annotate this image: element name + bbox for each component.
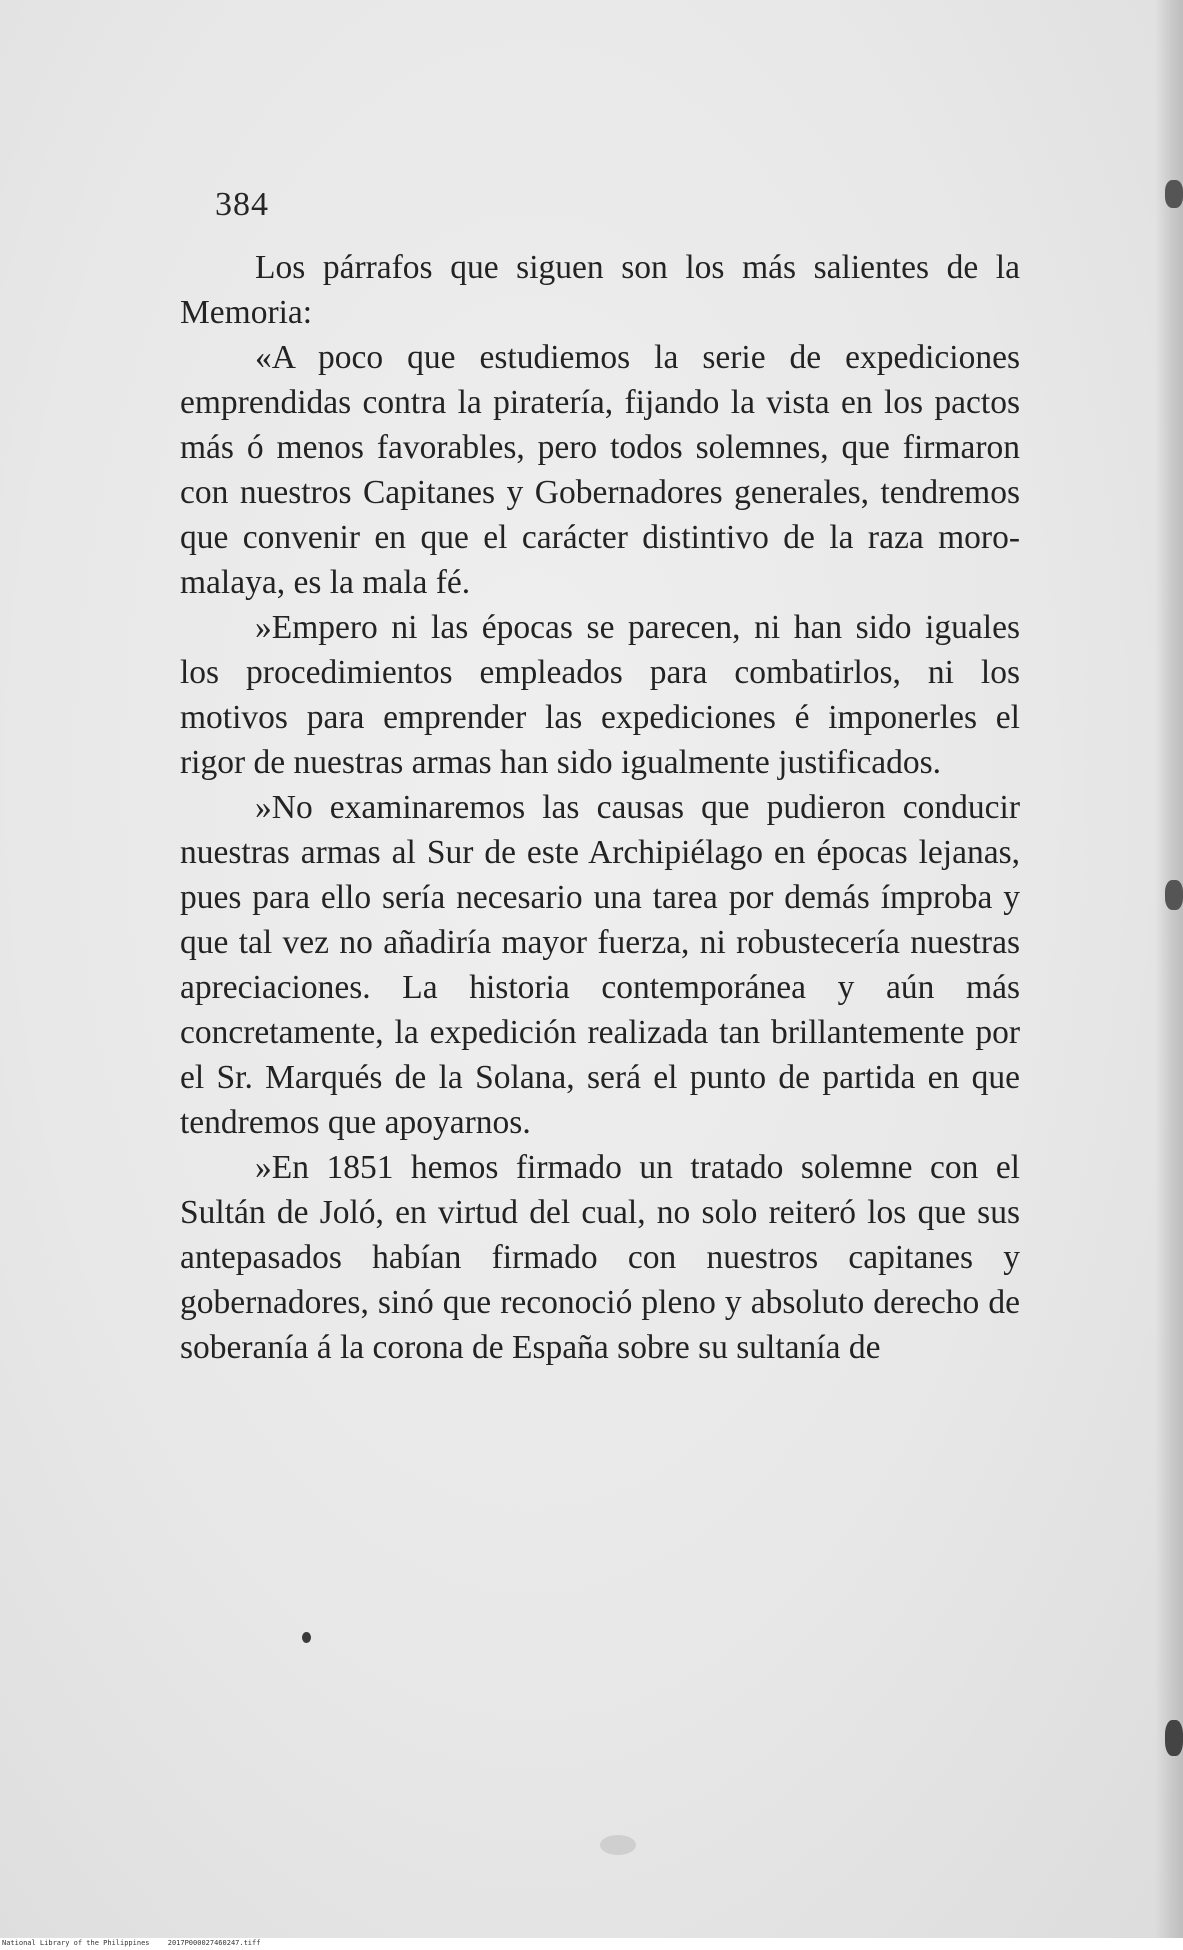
paragraph-intro: Los párrafos que siguen son los más salientes de la Memoria: (180, 249, 1020, 331)
page-edge-shadow (1155, 0, 1183, 1938)
footer-file: 2017P000027460247.tiff (167, 1939, 261, 1947)
footer-library: National Library of the Philippines (2, 1939, 150, 1947)
paragraph-quote-3: »No examinaremos las causas que pudieron conducir nuestras armas al Sur de este Archipiélago en épocas lejanas, pues para ello sería necesario una tarea por demás ímproba y que tal vez no añadiría mayor fuerza, ni robustecería nuestras apreciaciones. La historia contemporánea y aún más concretamente, la expedición realizada tan brillantemente por el Sr. Marqués de la Solana, será el punto de partida en que tendremos que apoyarnos. (180, 789, 1020, 1141)
scan-speck (302, 1632, 311, 1643)
paragraph-quote-2: »Empero ni las épocas se parecen, ni han sido iguales los procedimientos empleados para combatirlos, ni los motivos para emprender las expediciones é imponerles el rigor de nuestras armas han sido igualmente justificados. (180, 609, 1020, 781)
page-number: 384 (215, 186, 269, 223)
scan-speck (1165, 1720, 1183, 1756)
paragraph-quote-4: »En 1851 hemos firmado un tratado solemne con el Sultán de Joló, en virtud del cual, no solo reiteró los que sus antepasados habían firmado con nuestros capitanes y gobernadores, sinó que reconoció pleno y absoluto derecho de soberanía á la corona de España sobre su sultanía de (180, 1149, 1020, 1366)
scan-speck (1165, 880, 1183, 910)
body-text (180, 245, 1020, 1370)
scan-speck (600, 1835, 636, 1855)
paragraph-quote-1: «A poco que estudiemos la serie de expediciones emprendidas contra la piratería, fijando la vista en los pactos más ó menos favorables, pero todos solemnes, que firmaron con nuestros Capitanes y Gobernadores generales, tendremos que convenir en que el carácter distintivo de la raza moro-malaya, es la mala fé. (180, 339, 1020, 601)
footer-text (2, 1939, 274, 1948)
scan-speck (1165, 180, 1183, 208)
scan-footer (0, 1938, 1183, 1950)
